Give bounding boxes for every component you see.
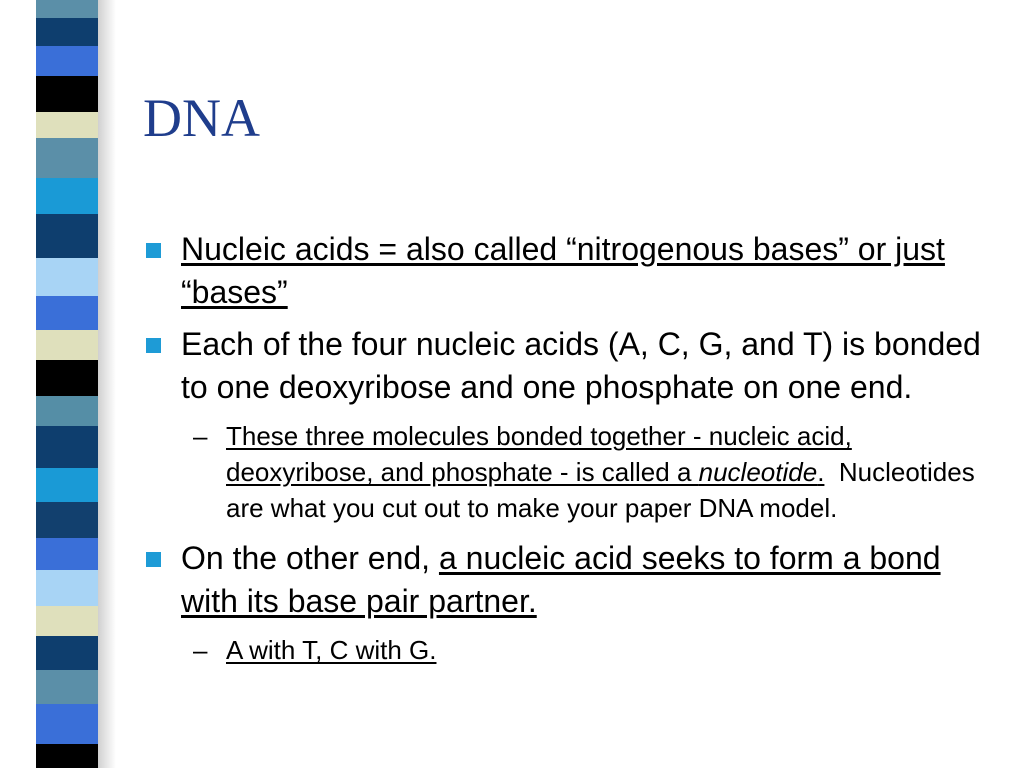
stripe-segment xyxy=(36,426,98,468)
stripe-segment xyxy=(36,76,98,112)
stripe-segment xyxy=(36,112,98,138)
stripe-segment xyxy=(36,360,98,396)
underlined-text xyxy=(699,457,818,487)
sub-bullet-item xyxy=(143,632,993,668)
slide-body xyxy=(143,228,993,679)
underlined-text: A with T, C with G. xyxy=(226,635,437,665)
stripe-segment xyxy=(36,606,98,636)
stripe-segment xyxy=(36,138,98,178)
stripe-segment xyxy=(36,46,98,76)
bullet-item xyxy=(143,323,993,409)
bullet-text xyxy=(181,540,941,619)
stripe-segment xyxy=(36,258,98,296)
stripe-segment xyxy=(36,538,98,570)
square-bullet-icon xyxy=(146,243,161,258)
underlined-text: . xyxy=(817,457,825,487)
stripe-segment xyxy=(36,214,98,258)
square-bullet-icon xyxy=(146,338,161,353)
plain-text: On the other end, xyxy=(181,540,439,576)
stripe-segment xyxy=(36,330,98,360)
sub-bullet-text xyxy=(226,635,436,665)
bullet-text xyxy=(181,231,945,310)
stripe-segment xyxy=(36,468,98,502)
stripe-segment xyxy=(36,636,98,670)
bullet-item xyxy=(143,228,993,314)
italic-term: nucleotide xyxy=(698,457,818,487)
slide-title: DNA xyxy=(143,88,260,148)
dash-bullet-icon: – xyxy=(193,421,208,451)
stripe-segment xyxy=(36,296,98,330)
dash-bullet-icon: – xyxy=(193,635,208,665)
stripe-segment xyxy=(36,704,98,744)
square-bullet-icon xyxy=(146,552,161,567)
sub-bullet-item xyxy=(143,418,993,526)
decorative-stripe-bar xyxy=(36,0,98,768)
stripe-segment xyxy=(36,178,98,214)
bullet-item xyxy=(143,537,993,623)
underlined-text: Nucleic acids = also called “nitrogenous bases” or just “bases” xyxy=(181,231,945,310)
stripe-segment xyxy=(36,502,98,538)
stripe-segment xyxy=(36,670,98,704)
bullet-text: Each of the four nucleic acids (A, C, G, and T) is bonded to one deoxyribose and one phosphate on one end. xyxy=(181,326,981,405)
sub-bullet-text xyxy=(226,421,982,523)
stripe-segment xyxy=(36,18,98,46)
stripe-segment xyxy=(36,570,98,606)
stripe-segment xyxy=(36,396,98,426)
underlined-text: These three molecules bonded together - nucleic acid, deoxyribose, and phosphate - is called a xyxy=(226,421,852,487)
stripe-segment xyxy=(36,0,98,18)
plain-text: Nucleotides are what you cut out to make your paper DNA model. xyxy=(226,457,982,523)
underlined-text: a nucleic acid seeks to form a bond with its base pair partner. xyxy=(181,540,941,619)
stripe-bar-shadow xyxy=(98,0,116,768)
stripe-segment xyxy=(36,744,98,768)
